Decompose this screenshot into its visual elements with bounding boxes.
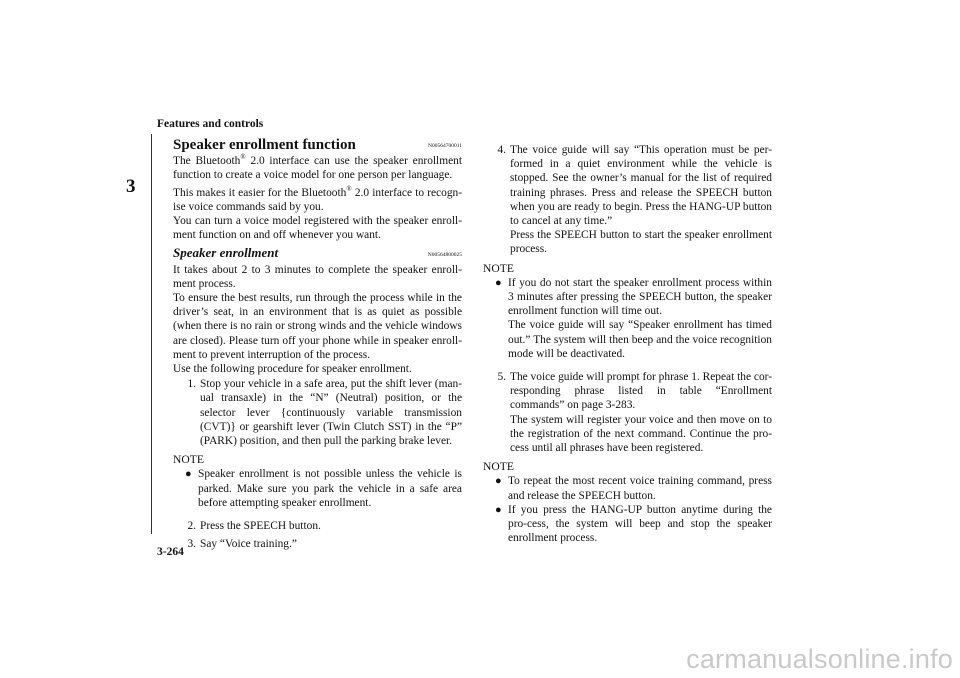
step-5: 5. The voice guide will prompt for phrase 1. Repeat the cor-responding phrase listed in table “Enrollment commands” on page 3-283. The system will register your voice and then move on to the registration of the next command. Continue the pro-cess until all phrases have been registered. xyxy=(497,371,772,455)
bullet-icon: ● xyxy=(495,475,502,488)
chapter-number: 3 xyxy=(126,176,136,197)
paragraph: To ensure the best results, run through the process while in the driver’s seat, in an environment that is as quiet as possible (when there is no rain or strong winds and the vehicle windows are closed). Please turn off your phone while in speaker enroll-ment to prevent interruption of the process. xyxy=(173,292,462,361)
bullet-icon: ● xyxy=(495,276,502,289)
step-4-text: The voice guide will say “This operation must be per-formed in a quiet environment while the vehicle is stopped. See the owner’s manual for the list of required training phrases. Press and release the SPEECH button when you are ready to begin. Press the HANG-UP button to cancel at any time.” xyxy=(510,144,772,228)
subsection-title: Speaker enrollment xyxy=(173,245,279,261)
section-title: Speaker enrollment function xyxy=(173,137,356,153)
left-column xyxy=(173,138,462,551)
note-label: NOTE xyxy=(173,453,204,467)
paragraph: You can turn a voice model registered with the speaker enroll-ment function on and off whenever you want. xyxy=(173,215,462,242)
paragraph: The Bluetooth® 2.0 interface can use the speaker enrollment function to create a voice model for one person per language. xyxy=(173,153,462,182)
running-header: Features and controls xyxy=(157,118,264,130)
section-heading xyxy=(173,138,462,152)
step-4-followup: Press the SPEECH button to start the speaker enrollment process. xyxy=(510,229,772,256)
paragraph: It takes about 2 to 3 minutes to complete the speaker enroll-ment process. xyxy=(173,263,462,290)
note-bullet: ● If you do not start the speaker enrollment process within 3 minutes after pressing the SPEECH button, the speaker enrollment function will time out. The voice guide will say “Speaker enrollment has timed out.” The system will then beep and the voice recognition mode will be deactivated. xyxy=(495,276,772,360)
right-column xyxy=(483,138,772,545)
chapter-divider xyxy=(151,134,152,534)
page-number: 3-264 xyxy=(157,546,184,558)
paragraph: This makes it easier for the Bluetooth® 2.0 interface to recogn-ise voice commands said by you. xyxy=(173,184,463,213)
step-5-text: The voice guide will prompt for phrase 1. Repeat the cor-responding phrase listed in table “Enrollment commands” on page 3-283. xyxy=(510,371,772,412)
subsection-heading xyxy=(173,246,462,260)
bullet-icon: ● xyxy=(495,503,502,516)
note-label: NOTE xyxy=(483,261,514,275)
registered-mark: ® xyxy=(346,184,352,193)
step-1: 1. Stop your vehicle in a safe area, put the shift lever (man-ual transaxle) in the “N” (Neutral) position, or the selector lever {continuously variable transmission (CVT)} or gearshift lever (Twin Clutch SST) in the “P” (PARK) position, and then pull the parking brake lever. xyxy=(187,378,462,448)
note-bullet: ● If you press the HANG-UP button anytime during the pro-cess, the system will beep and stop the speaker enrollment process. xyxy=(495,503,772,545)
note-bullet: ● To repeat the most recent voice training command, press and release the SPEECH button. xyxy=(495,475,772,502)
step-4: 4. The voice guide will say “This operation must be per-formed in a quiet environment while the vehicle is stopped. See the owner’s manual for the list of required training phrases. Press and release the SPEECH button when you are ready to begin. Press the HANG-UP button to cancel at any time.” Press the SPEECH button to start the speaker enrollment process. xyxy=(497,144,772,256)
watermark: carmanualsonline.info xyxy=(686,644,953,674)
paragraph: Use the following procedure for speaker enrollment. xyxy=(173,363,412,376)
step-3: 3. Say “Voice training.” xyxy=(187,538,297,551)
note-label: NOTE xyxy=(483,460,514,474)
bullet-icon: ● xyxy=(185,468,192,481)
note-bullet: ● Speaker enrollment is not possible unless the vehicle is parked. Make sure you park the vehicle in a safe area before attempting speaker enrollment. xyxy=(185,468,462,509)
step-2: 2. Press the SPEECH button. xyxy=(187,520,321,533)
section-code: N00564700011 xyxy=(427,143,462,150)
subsection-code: N00564800025 xyxy=(427,251,462,258)
registered-mark: ® xyxy=(240,153,246,162)
step-5-followup: The system will register your voice and then move on to the registration of the next command. Continue the pro-cess until all phrases have been registered. xyxy=(510,413,772,455)
